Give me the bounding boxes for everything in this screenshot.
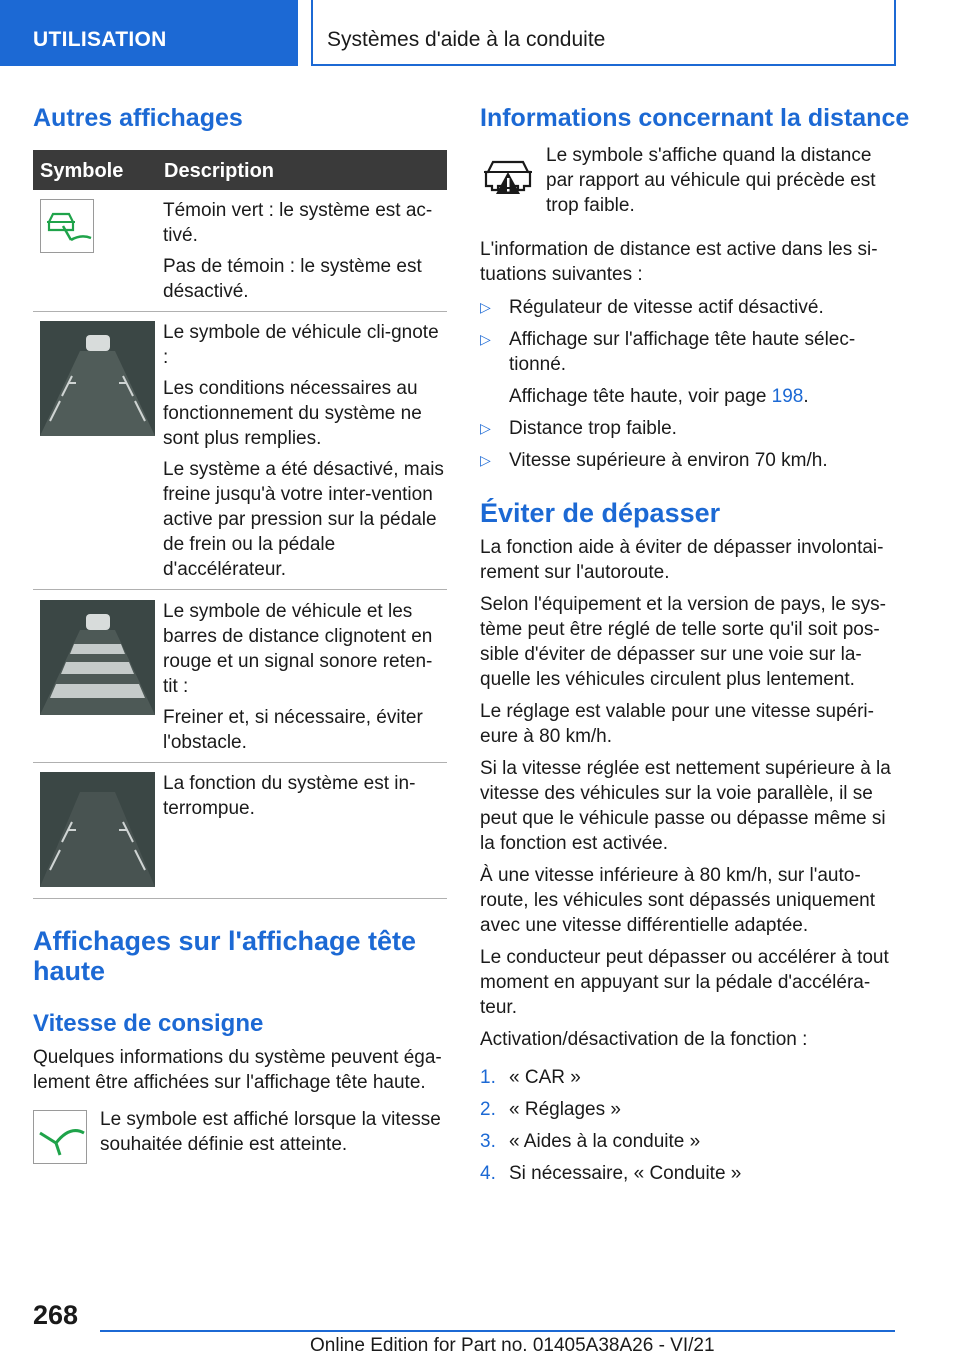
list-item: ▷ Régulateur de vitesse actif désactivé. — [480, 297, 824, 318]
col-description-header: Description — [164, 160, 275, 182]
vehicle-blinking-symbol-icon — [40, 321, 155, 436]
page-number: 268 — [33, 1300, 79, 1330]
table-header — [33, 150, 447, 190]
function-interrupted-icon — [40, 772, 155, 887]
page-link[interactable]: 198 — [771, 386, 804, 407]
steps-list — [480, 1065, 896, 1186]
section-title: UTILISATION — [33, 28, 167, 51]
list-item: ▷ Vitesse supérieure à environ 70 km/h. — [480, 450, 828, 471]
table-row: La fonction du système est in‐terrompue. — [163, 773, 416, 819]
list-item: 1. « CAR » — [480, 1067, 581, 1088]
heading-eviter: Éviter de dépasser — [480, 498, 721, 528]
table-row: Témoin vert : le système est ac‐tivé. Pas de témoin : le système est désactivé. — [163, 200, 433, 302]
heading-distance: Informations concernant la distance — [480, 104, 910, 132]
table-row: Le symbole de véhicule cli‐gnote : Les conditions nécessaires au fonctionnement du système ne sont plus remplies. Le système a été désactivé, mais freine jusqu'à votre inter‐vention active par pression sur la pédale de frein ou la pédale d'accélérateur. — [163, 322, 444, 580]
eviter-body: La fonction aide à éviter de dépasser involontai‐rement sur l'autoroute. Selon l'équipement et la version de pays, le sys‐tème peut être réglé de telle sorte qu'il soit pos‐sible d'éviter de dépasser sur une voie sur la‐quelle les véhicules circulent plus lentement. Le réglage est valable pour une vitesse supéri‐eure à 80 km/h. Si la vitesse réglée est nettement supérieure à la vitesse des véhicules sur la voie parallèle, il se peut que le véhicule passe ou dépasse même si la fonction est activée. À une vitesse inférieure à 80 km/h, sur l'auto‐route, les véhicules sont dépassés uniquement avec une vitesse différentielle adaptée. Le conducteur peut dépasser ou accélérer à tout moment en appuyant sur la pédale d'accéléra‐teur. Activation/désactivation de la fonction : 1. « CAR » 2. « Réglages » 3. « Aides à la conduite » 4. Si nécessaire, « Conduite » — [480, 535, 896, 1193]
distance-intro: L'information de distance est active dans les si‐tuations suivantes : — [480, 239, 878, 285]
edition-text: Online Edition for Part no. 01405A38A26 - VI/21 — [310, 1335, 715, 1356]
list-item: 2. « Réglages » — [480, 1099, 621, 1120]
list-item: 3. « Aides à la conduite » — [480, 1131, 701, 1152]
list-item: ▷ Affichage sur l'affichage tête haute sélec‐tionné. Affichage tête haute, voir page 198. — [480, 329, 856, 407]
green-indicator-icon — [40, 199, 94, 253]
footer-divider — [100, 1330, 895, 1332]
row-divider — [33, 762, 447, 763]
table-row: Le symbole de véhicule et les barres de distance clignotent en rouge et un signal sonore reten‐tit : Freiner et, si nécessaire, éviter l'obstacle. — [163, 601, 433, 753]
distance-warning-icon — [480, 148, 536, 204]
heading-hud: Affichages sur l'affichage tête haute — [33, 926, 417, 986]
section-tab — [0, 0, 298, 66]
list-item: 4. Si nécessaire, « Conduite » — [480, 1163, 742, 1184]
heading-autres-affichages: Autres affichages — [33, 104, 243, 132]
row-divider — [33, 589, 447, 590]
distance-icon-text: Le symbole s'affiche quand la distance par rapport au véhicule qui précède est trop faible. — [546, 145, 876, 216]
col-symbol-header: Symbole — [40, 160, 124, 182]
speed-target-icon — [33, 1110, 87, 1164]
vehicle-distance-bars-icon — [40, 600, 155, 715]
subheading-vitesse: Vitesse de consigne — [33, 1010, 264, 1037]
vitesse-icon-text: Le symbole est affiché lorsque la vitesse souhaitée définie est atteinte. — [100, 1109, 441, 1155]
vitesse-text: Quelques informations du système peuvent éga‐lement être affichées sur l'affichage tête haute. — [33, 1047, 442, 1093]
row-divider — [33, 898, 447, 899]
row-divider — [33, 311, 447, 312]
list-item: ▷ Distance trop faible. — [480, 418, 677, 439]
chapter-tab — [311, 0, 896, 66]
chapter-title: Systèmes d'aide à la conduite — [327, 28, 606, 51]
distance-conditions-list — [480, 295, 896, 480]
